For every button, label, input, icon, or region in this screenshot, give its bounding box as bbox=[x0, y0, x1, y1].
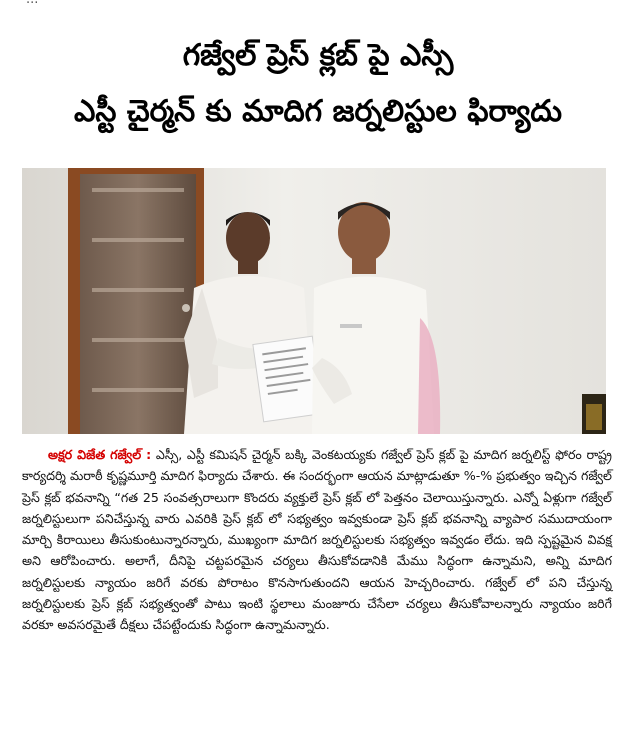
article-byline: అక్షర విజేత గజ్వేల్ : bbox=[48, 447, 152, 462]
headline-line-2: ఎస్టీ చైర్మన్ కు మాదిగ జర్నలిస్టుల ఫిర్యాదు bbox=[74, 94, 562, 129]
headline-line-1: గజ్వేల్ ప్రెస్ క్లబ్ పై ఎస్సీ bbox=[182, 38, 454, 73]
article-photo bbox=[22, 168, 606, 434]
cropped-text bbox=[26, 0, 38, 7]
article-body-text: ఎస్సీ, ఎస్టీ కమిషన్ చైర్మన్ బక్కి వెంకటయ్యకు గజ్వేల్ ప్రెస్ క్లబ్ పై మాదిగ జర్నలిస్ట్ ఫోరం రాష్ట్ర కార్యదర్శి మరాఠీ కృష్ణమూర్తి మాదిగ ఫిర్యాదు చేశారు. ఈ సందర్భంగా ఆయన మాట్లాడుతూ %-% ప్రభుత్వం ఇచ్చిన గజ్వేల్ ప్రెస్ క్లబ్ భవనాన్ని “గత 25 సంవత్సరాలుగా కొందరు వ్యక్తులే ప్రెస్ క్లబ్ లో పెత్తనం చెలాయిస్తున్నారు. ఎన్నో ఏళ్లుగా గజ్వేల్ జర్నలిస్టులుగా పనిచేస్తున్న వారు ఎవరికి ప్రెస్ క్లబ్ లో సభ్యత్వం ఇవ్వకుండా ప్రెస్ క్లబ్ భవనాన్ని వ్యాపార సముదాయంగా మార్చి కిరాయిలు తీసుకుంటున్నారన్నారు, ముఖ్యంగా మాదిగ జర్నలిస్టులకు సభ్యత్వం ఇవ్వడం లేదు. ఇది స్పష్టమైన వివక్ష అని ఆరోపించారు. అలాగే, దీనిపై చట్టపరమైన చర్యలు తీసుకోవడానికి మేము సిద్ధంగా ఉన్నామని, అన్ని మాదిగ జర్నలిస్టులకు న్యాయం జరిగే వరకు పోరాటం కొనసాగుతుందని ఆయన హెచ్చరించారు. గజ్వేల్ లో పని చేస్తున్న జర్నలిస్టులకు ప్రెస్ క్లబ్ సభ్యత్వంతో పాటు ఇంటి స్థలాలు మంజూరు చేసేలా చర్యలు తీసుకోవాలన్నారు న్యాయం జరిగే వరకూ అవసరమైతే దీక్షలు చేపట్టేందుకు సిద్ధంగా ఉన్నామన్నారు. bbox=[22, 447, 612, 633]
top-cropped-text-strip bbox=[0, 0, 636, 10]
handing-over-complaint-photo-icon bbox=[22, 168, 606, 434]
article-headline bbox=[0, 28, 636, 140]
article-body bbox=[22, 444, 612, 636]
